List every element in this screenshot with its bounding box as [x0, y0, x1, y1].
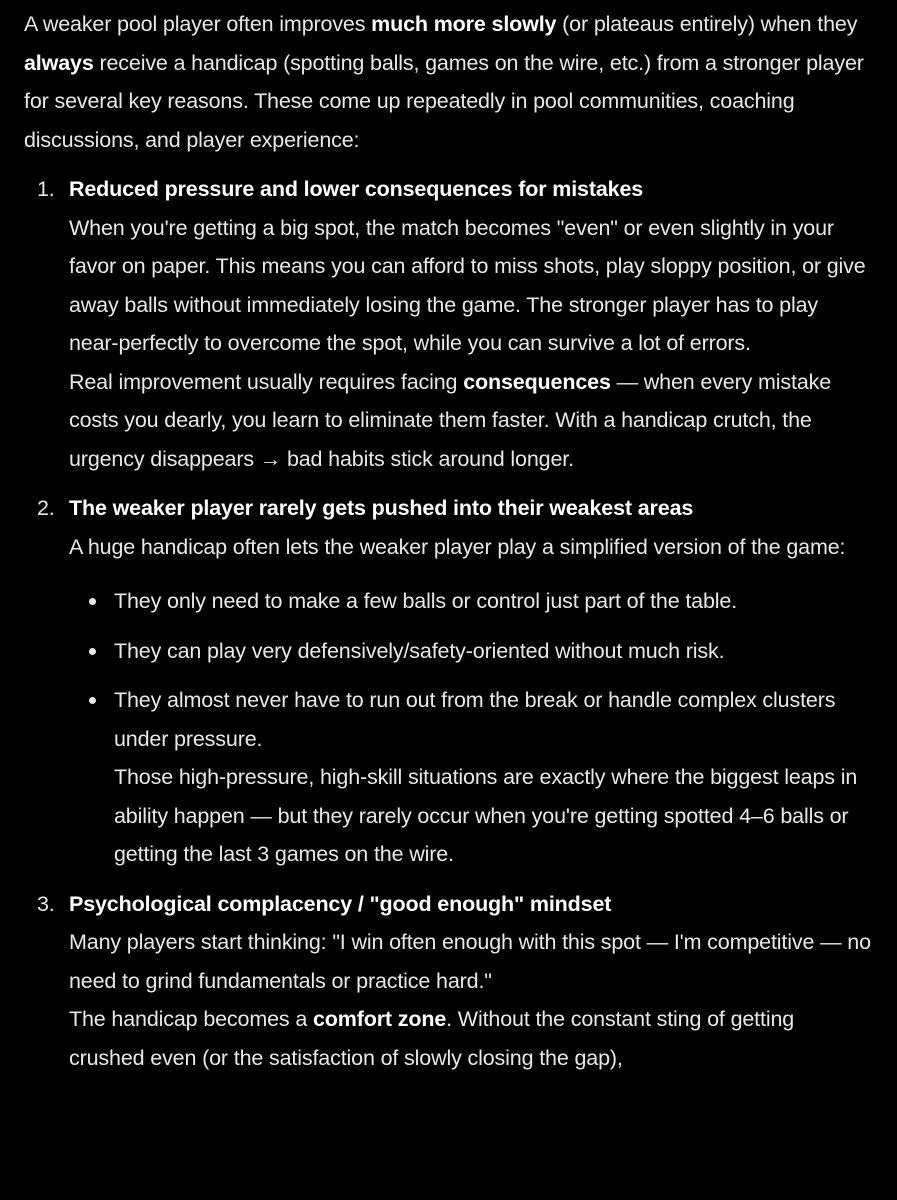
reason-paragraph [69, 363, 873, 479]
reason-number: 1. [37, 177, 55, 201]
intro-paragraph [24, 5, 873, 159]
intro-bold-1: much more slowly [371, 12, 557, 36]
reason-item-3 [24, 885, 873, 1078]
reason-bold: consequences [463, 369, 611, 394]
intro-text-2: (or plateaus entirely) when they [556, 12, 858, 36]
reason-text: . Without the constant sting of getting crushed even (or the satisfaction of slowly closing the gap), [69, 1007, 795, 1070]
bullet-item [69, 582, 873, 621]
intro-text-1: A weaker pool player often improves [24, 12, 372, 36]
reason-text: — when every mistake costs you dearly, you learn to eliminate them faster. With a handicap crutch, the urgency disappears → bad habits stick around longer. [69, 369, 832, 471]
bullet-followup-text: Those high-pressure, high-skill situations are exactly where the biggest leaps in ability happen — but they rarely occur when you're getting spotted 4–6 balls or getting the last 3 games on the wire. [114, 765, 858, 866]
reason-paragraph: Many players start thinking: "I win often enough with this spot — I'm competitive — no need to grind fundamentals or practice hard." [69, 930, 871, 993]
reason-bold: comfort zone [312, 1007, 447, 1031]
reason-text: The handicap becomes a [69, 1007, 313, 1031]
bullet-text: They can play very defensively/safety-oriented without much risk. [114, 638, 725, 663]
bullet-list [69, 582, 873, 874]
bullet-text: They only need to make a few balls or control just part of the table. [114, 589, 738, 613]
reason-paragraph [69, 1000, 873, 1077]
bullet-text: They almost never have to run out from the break or handle complex clusters under pressure. [114, 688, 836, 751]
intro-bold-2: always [24, 50, 94, 75]
intro-text-3: receive a handicap (spotting balls, games on the wire, etc.) from a stronger player for several key reasons. These come up repeatedly in pool communities, coaching discussions, and player experience: [24, 50, 864, 152]
reason-number: 2. [37, 496, 55, 520]
reason-title: Psychological complacency / "good enough" mindset [69, 891, 612, 916]
reason-paragraph: When you're getting a big spot, the match becomes "even" or even slightly in your favor on paper. This means you can afford to miss shots, play sloppy position, or give away balls without immediately losing the game. The stronger player has to play near-perfectly to overcome the spot, while you can survive a lot of errors. [69, 215, 866, 355]
reason-paragraph: A huge handicap often lets the weaker player play a simplified version of the game: [69, 534, 846, 559]
reason-text: Real improvement usually requires facing [69, 369, 464, 394]
bullet-item [69, 681, 873, 874]
reason-number: 3. [37, 891, 55, 916]
reason-title: Reduced pressure and lower consequences for mistakes [69, 177, 644, 201]
bullet-item [69, 632, 873, 671]
reason-title: The weaker player rarely gets pushed into their weakest areas [69, 496, 694, 520]
reasons-list [24, 170, 873, 1077]
reason-item-2 [24, 489, 873, 874]
reason-item-1 [24, 170, 873, 478]
